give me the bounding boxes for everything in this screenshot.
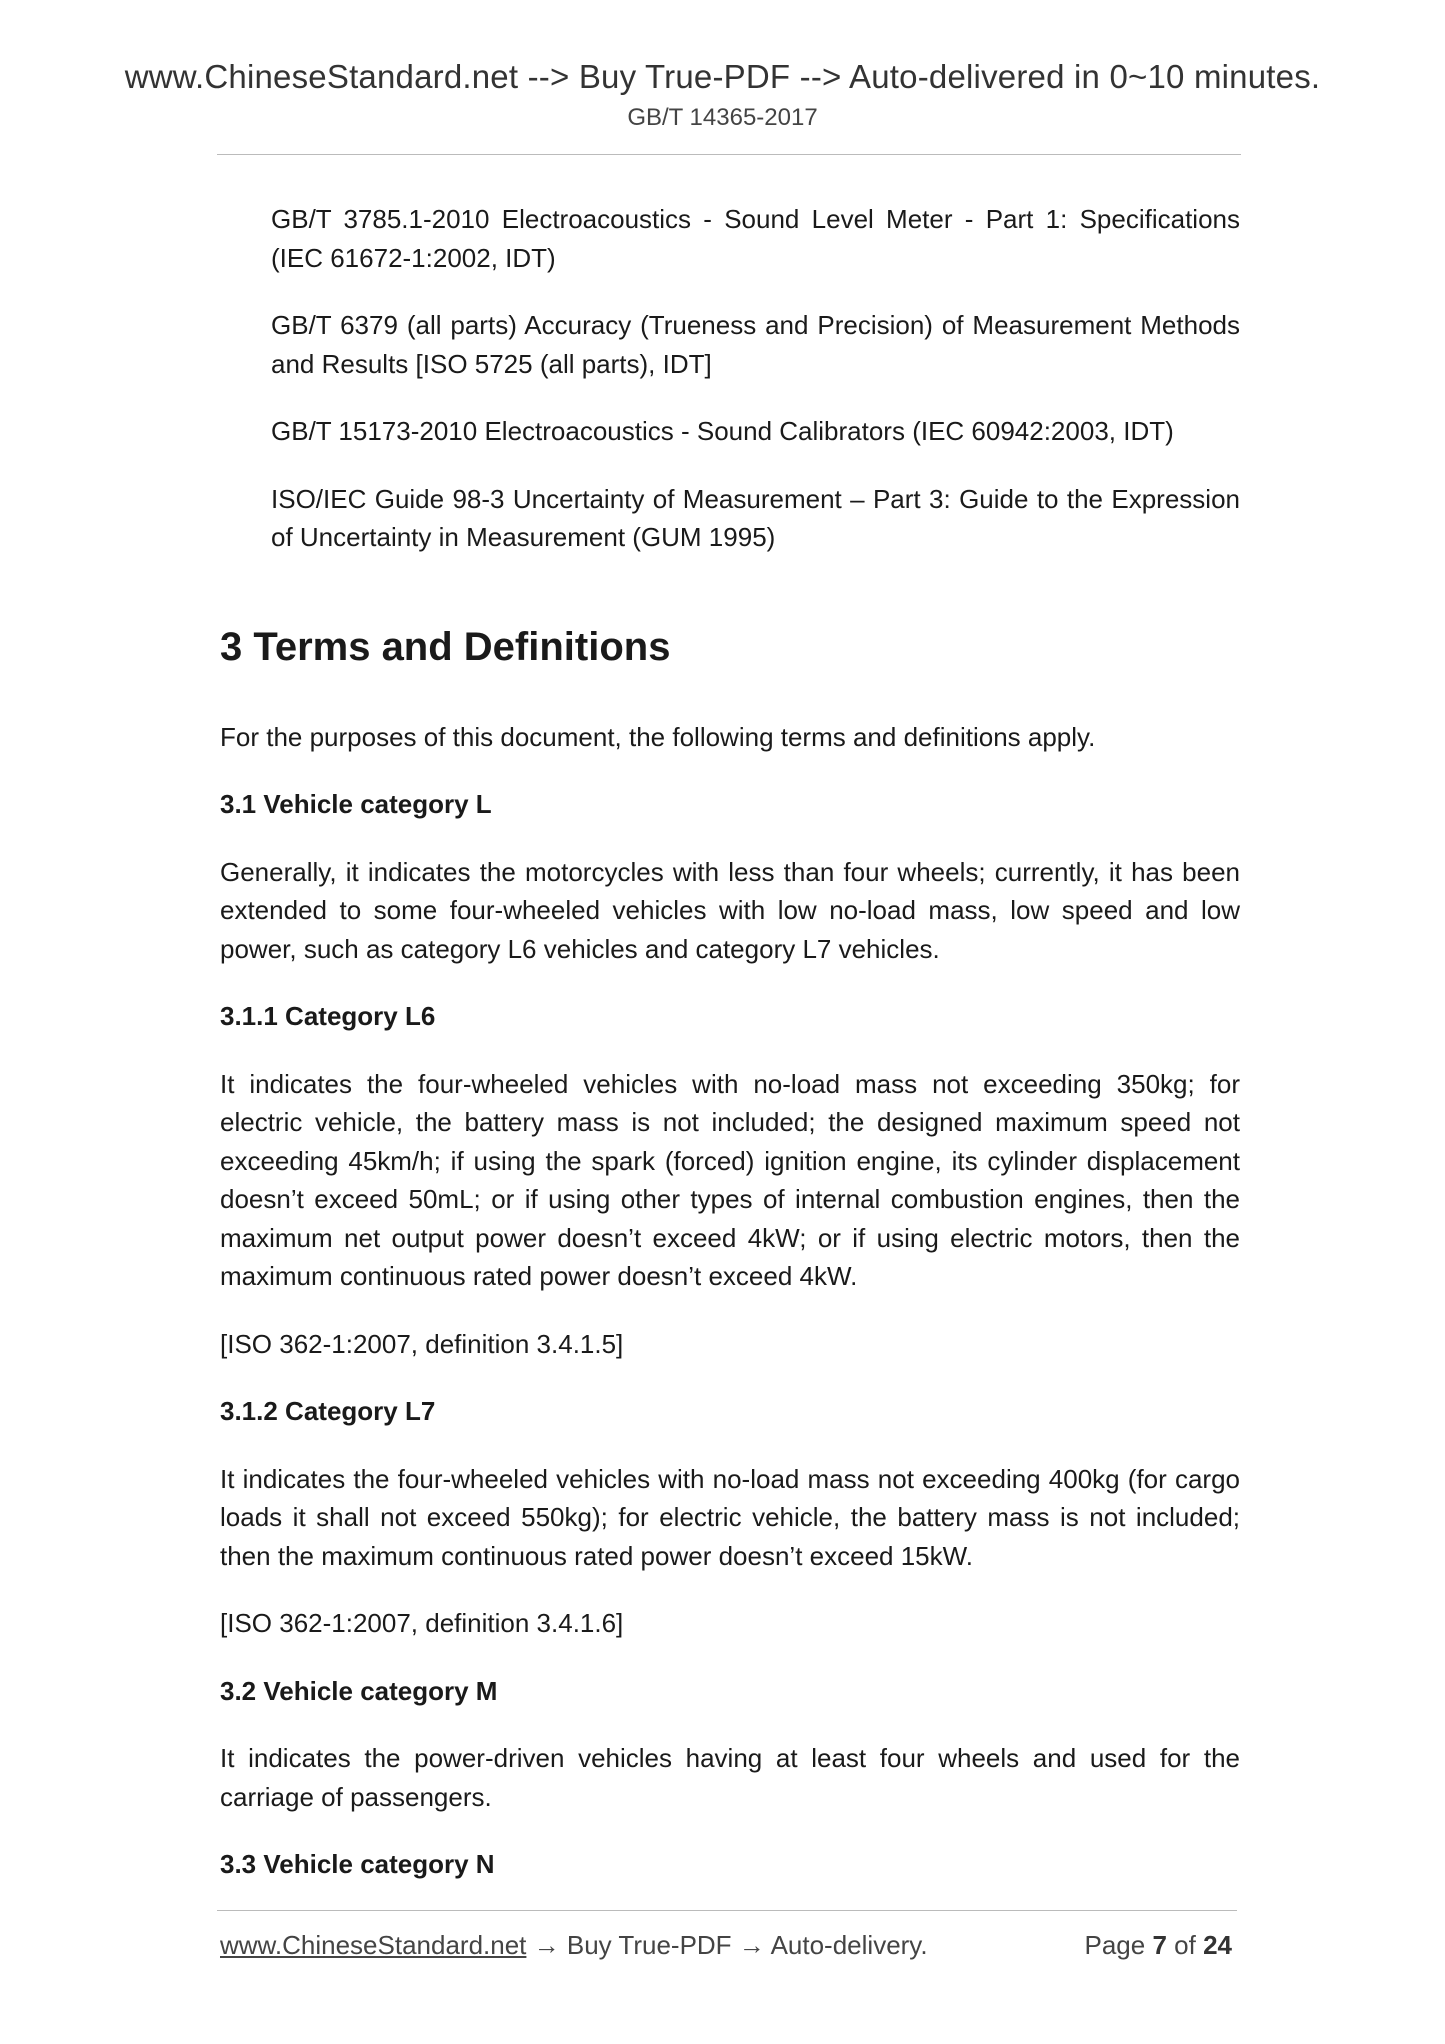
reference-item: GB/T 15173-2010 Electroacoustics - Sound Calibrators (IEC 60942:2003, IDT) <box>271 416 1174 446</box>
subsection-text-3-1-1: It indicates the four-wheeled vehicles with no-load mass not exceeding 350kg; for electric vehicle, the battery mass is not included; the designed maximum speed not exceeding 45km/h; if using the spark (forced) ignition engine, its cylinder displacement doesn’t exceed 50mL; or if using other types of internal combustion engines, then the maximum net output power doesn’t exceed 4kW; or if using electric motors, then the maximum continuous rated power doesn’t exceed 4kW. <box>220 1068 1240 1291</box>
source-citation-3-1-1: [ISO 362-1:2007, definition 3.4.1.5] <box>220 1328 624 1359</box>
footer-promo <box>220 1930 928 1961</box>
current-page: 7 <box>1152 1930 1167 1960</box>
reference-item: GB/T 6379 (all parts) Accuracy (Trueness and Precision) of Measurement Methods and Results [ISO 5725 (all parts), IDT] <box>271 310 1240 379</box>
section-intro: For the purposes of this document, the following terms and definitions apply. <box>220 721 1096 752</box>
reference-item: GB/T 3785.1-2010 Electroacoustics - Sound Level Meter - Part 1: Specifications (IEC 61672-1:2002, IDT) <box>271 204 1240 273</box>
reference-item: ISO/IEC Guide 98-3 Uncertainty of Measurement – Part 3: Guide to the Expression of Uncertainty in Measurement (GUM 1995) <box>271 483 1240 552</box>
subsection-text-3-1-2: It indicates the four-wheeled vehicles with no-load mass not exceeding 400kg (for cargo loads it shall not exceed 550kg); for electric vehicle, the battery mass is not included; then the maximum continuous rated power doesn’t exceed 15kW. <box>220 1463 1240 1571</box>
subsection-text-3-1: Generally, it indicates the motorcycles with less than four wheels; currently, it has been extended to some four-wheeled vehicles with low no-load mass, low speed and low power, such as category L6 vehicles and category L7 vehicles. <box>220 856 1240 964</box>
subsection-title-3-2: 3.2 Vehicle category M <box>220 1675 498 1706</box>
source-citation-3-1-2: [ISO 362-1:2007, definition 3.4.1.6] <box>220 1608 624 1638</box>
header-banner: www.ChineseStandard.net --> Buy True-PDF --> Auto-delivered in 0~10 minutes. <box>124 58 1321 95</box>
header-divider <box>217 154 1241 155</box>
standard-code: GB/T 14365-2017 <box>627 104 818 131</box>
subsection-title-3-1: 3.1 Vehicle category L <box>220 789 492 819</box>
subsection-text-3-2: It indicates the power-driven vehicles having at least four wheels and used for the carriage of passengers. <box>220 1743 1240 1812</box>
site-link[interactable]: www.ChineseStandard.net <box>220 1930 527 1960</box>
subsection-title-3-1-2: 3.1.2 Category L7 <box>220 1396 436 1426</box>
section-heading: 3 Terms and Definitions <box>220 624 671 669</box>
page-number: Page 7 of 24 <box>1084 1930 1232 1960</box>
page-content <box>220 200 1240 1913</box>
footer-divider <box>217 1910 1237 1911</box>
total-pages: 24 <box>1203 1930 1232 1960</box>
subsection-title-3-1-1: 3.1.1 Category L6 <box>220 1001 436 1031</box>
subsection-title-3-3: 3.3 Vehicle category N <box>220 1849 495 1879</box>
footer-delivery-text: → Buy True-PDF → Auto-delivery. <box>526 1930 928 1960</box>
